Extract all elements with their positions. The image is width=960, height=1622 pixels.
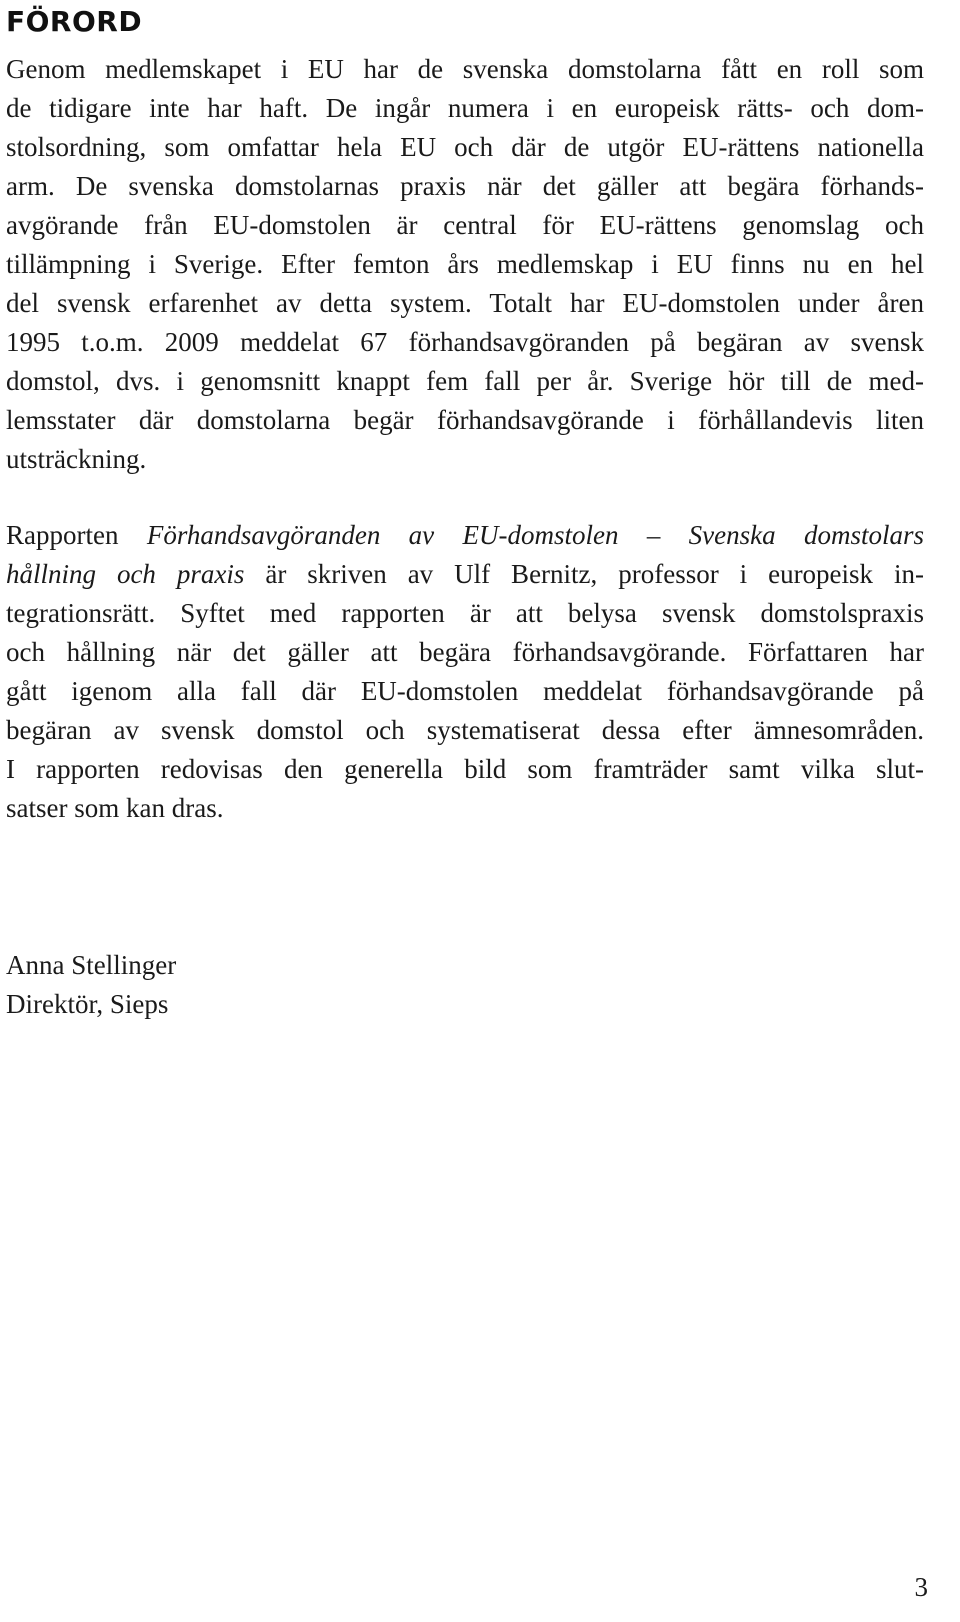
text-line: begäran av svensk domstol och systematiserat dessa efter ämnesområden. bbox=[6, 715, 924, 745]
foreword-paragraph-1 bbox=[6, 50, 924, 479]
text-line: 1995 t.o.m. 2009 meddelat 67 förhandsavgöranden på begäran av svensk bbox=[6, 327, 924, 357]
text-line: gått igenom alla fall där EU-domstolen meddelat förhandsavgörande på bbox=[6, 676, 924, 706]
text-line: arm. De svenska domstolarnas praxis när det gäller att begära förhands- bbox=[6, 171, 924, 201]
text-line: Genom medlemskapet i EU har de svenska domstolarna fått en roll som bbox=[6, 54, 924, 84]
report-title-italic: Förhandsavgöranden av EU-domstolen – Svenska domstolars bbox=[146, 520, 924, 550]
text-line: och hållning när det gäller att begära förhandsavgörande. Författaren har bbox=[6, 637, 924, 667]
text-fragment: Rapporten bbox=[6, 520, 147, 550]
signatory-title: Direktör, Sieps bbox=[6, 989, 169, 1019]
text-line: utsträckning. bbox=[6, 444, 147, 474]
page-number: 3 bbox=[914, 1572, 928, 1602]
text-line: de tidigare inte har haft. De ingår numera i en europeisk rätts- och dom- bbox=[6, 93, 924, 123]
text-fragment: är skriven av Ulf Bernitz, professor i europeisk in- bbox=[244, 559, 924, 589]
signature-block bbox=[6, 946, 176, 1024]
page-heading: FÖRORD bbox=[6, 5, 143, 38]
text-line: lemsstater där domstolarna begär förhandsavgörande i förhållandevis liten bbox=[6, 405, 924, 435]
text-line bbox=[6, 555, 924, 594]
text-line: I rapporten redovisas den generella bild som framträder samt vilka slut- bbox=[6, 754, 924, 784]
text-line: satser som kan dras. bbox=[6, 793, 224, 823]
text-line: domstol, dvs. i genomsnitt knappt fem fall per år. Sverige hör till de med- bbox=[6, 366, 924, 396]
text-line: tillämpning i Sverige. Efter femton års medlemskap i EU finns nu en hel bbox=[6, 249, 924, 279]
text-line: stolsordning, som omfattar hela EU och där de utgör EU-rättens nationella bbox=[6, 132, 924, 162]
report-title-italic: hållning och praxis bbox=[6, 559, 245, 589]
signatory-name: Anna Stellinger bbox=[6, 950, 177, 980]
foreword-paragraph-2 bbox=[6, 516, 924, 828]
text-line: tegrationsrätt. Syftet med rapporten är att belysa svensk domstolspraxis bbox=[6, 598, 924, 628]
text-line bbox=[6, 516, 924, 555]
text-line: del svensk erfarenhet av detta system. Totalt har EU-domstolen under åren bbox=[6, 288, 924, 318]
text-line: avgörande från EU-domstolen är central för EU-rättens genomslag och bbox=[6, 210, 924, 240]
